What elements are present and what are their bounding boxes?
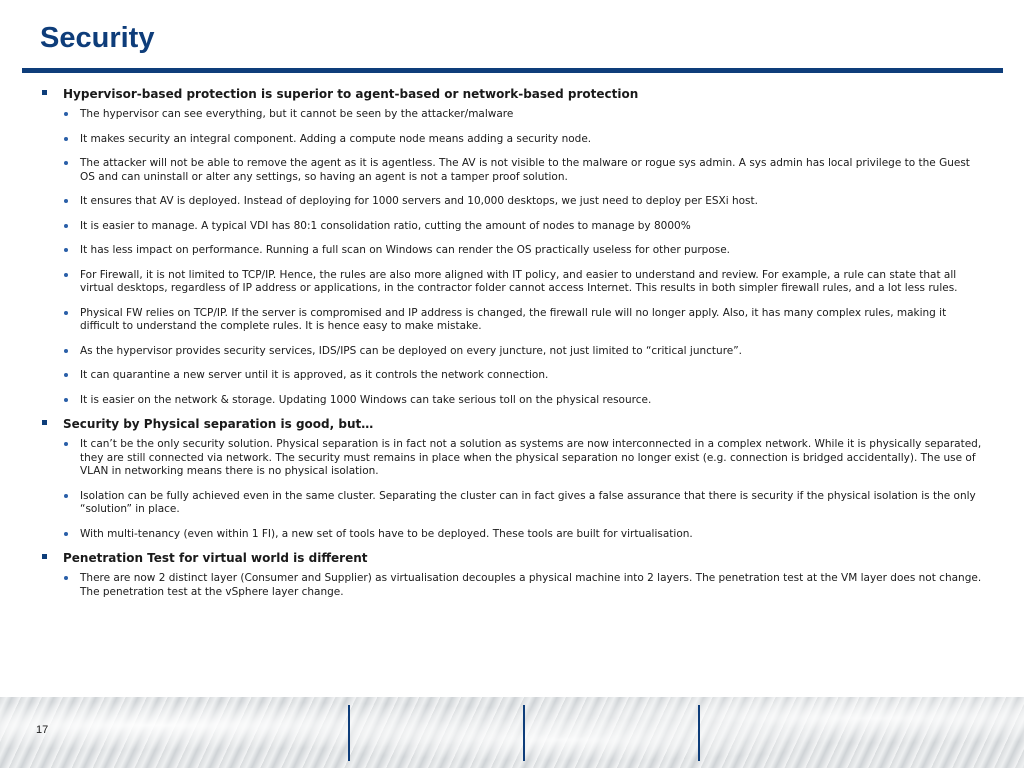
bullet-text: Isolation can be fully achieved even in the same cluster. Separating the cluster can in fact gives a false assurance that there is security if the physical isolation is the only “solution” in place. [80, 489, 976, 515]
dot-bullet-icon [64, 373, 68, 377]
list-item [64, 438, 985, 479]
dot-bullet-icon [64, 442, 68, 446]
list-item [64, 269, 985, 296]
dot-bullet-icon [64, 576, 68, 580]
title-divider [22, 68, 1003, 73]
dot-bullet-icon [64, 398, 68, 402]
bullet-text: It has less impact on performance. Running a full scan on Windows can render the OS practically useless for other purpose. [80, 244, 731, 256]
bullet-text: The hypervisor can see everything, but it cannot be seen by the attacker/malware [80, 108, 514, 120]
dot-bullet-icon [64, 273, 68, 277]
dot-bullet-icon [64, 311, 68, 315]
footer-divider [698, 705, 700, 761]
list-item [64, 369, 985, 383]
list-item [64, 528, 985, 542]
bullet-text: With multi-tenancy (even within 1 FI), a new set of tools have to be deployed. These tools are built for virtualisation. [80, 527, 693, 540]
section-heading: Security by Physical separation is good, but… [63, 417, 374, 431]
list-item [64, 108, 985, 122]
dot-bullet-icon [64, 137, 68, 141]
bullet-text: It is easier on the network & storage. Updating 1000 Windows can take serious toll on the physical resource. [80, 393, 652, 406]
section-penetration-test [40, 550, 985, 599]
dot-bullet-icon [64, 224, 68, 228]
dot-bullet-icon [64, 248, 68, 252]
section-heading-row [40, 416, 985, 432]
bullet-text: It can quarantine a new server until it is approved, as it controls the network connection. [80, 369, 549, 381]
dot-bullet-icon [64, 112, 68, 116]
dot-bullet-icon [64, 349, 68, 353]
section-physical-separation [40, 416, 985, 541]
footer-divider [348, 705, 350, 761]
slide-content [40, 86, 985, 608]
bullet-list [40, 108, 985, 407]
slide-title: Security [40, 22, 155, 54]
page-number: 17 [36, 724, 49, 736]
list-item [64, 394, 985, 408]
bullet-text: There are now 2 distinct layer (Consumer and Supplier) as virtualisation decouples a physical machine into 2 layers. The penetration test at the VM layer does not change. The penetration test at the vSphere layer change. [80, 572, 982, 598]
dot-bullet-icon [64, 532, 68, 536]
marble-footer [0, 697, 1024, 768]
square-bullet-icon [42, 420, 47, 425]
square-bullet-icon [42, 90, 47, 95]
list-item [64, 572, 985, 599]
section-heading-row [40, 86, 985, 102]
bullet-list [40, 438, 985, 541]
bullet-text: Physical FW relies on TCP/IP. If the server is compromised and IP address is changed, the firewall rule will no longer apply. Also, it has many complex rules, making it difficult to understand the complete rules. It is hence easy to make mistake. [80, 306, 947, 332]
footer-divider [523, 705, 525, 761]
list-item [64, 195, 985, 209]
section-heading: Penetration Test for virtual world is different [63, 551, 368, 565]
list-item [64, 133, 985, 147]
list-item [64, 490, 985, 517]
dot-bullet-icon [64, 199, 68, 203]
bullet-text: For Firewall, it is not limited to TCP/IP. Hence, the rules are also more aligned with IT policy, and easier to understand and review. For example, a rule can state that all virtual desktops, regardless of IP address or applications, in the contractor folder cannot access Internet. This results in both simpler firewall rules, and a lot less rules. [80, 268, 958, 294]
bullet-text: It makes security an integral component. Adding a compute node means adding a security node. [80, 132, 592, 145]
dot-bullet-icon [64, 161, 68, 165]
bullet-list [40, 572, 985, 599]
bullet-text: The attacker will not be able to remove the agent as it is agentless. The AV is not visible to the malware or rogue sys admin. A sys admin has local privilege to the Guest OS and can uninstall or alter any settings, so having an agent is not a tamper proof solution. [80, 157, 970, 183]
bullet-text: It can’t be the only security solution. Physical separation is in fact not a solution as systems are now interconnected in a complex network. While it is physically separated, they are still connected via network. The security must remains in place when the physical separation no longer exist (e.g. connection is bridged accidentally). The use of VLAN in networking means there is no physical isolation. [80, 438, 982, 477]
section-heading: Hypervisor-based protection is superior to agent-based or network-based protection [63, 87, 639, 101]
list-item [64, 307, 985, 334]
bullet-text: As the hypervisor provides security services, IDS/IPS can be deployed on every juncture, not just limited to “critical juncture”. [80, 344, 743, 357]
bullet-text: It ensures that AV is deployed. Instead of deploying for 1000 servers and 10,000 desktops, we just need to deploy per ESXi host. [80, 195, 758, 207]
list-item [64, 345, 985, 359]
bullet-text: It is easier to manage. A typical VDI has 80:1 consolidation ratio, cutting the amount of nodes to manage by 8000% [80, 219, 691, 232]
list-item [64, 244, 985, 258]
list-item [64, 220, 985, 234]
section-hypervisor-protection [40, 86, 985, 407]
list-item [64, 157, 985, 184]
section-heading-row [40, 550, 985, 566]
dot-bullet-icon [64, 494, 68, 498]
square-bullet-icon [42, 554, 47, 559]
